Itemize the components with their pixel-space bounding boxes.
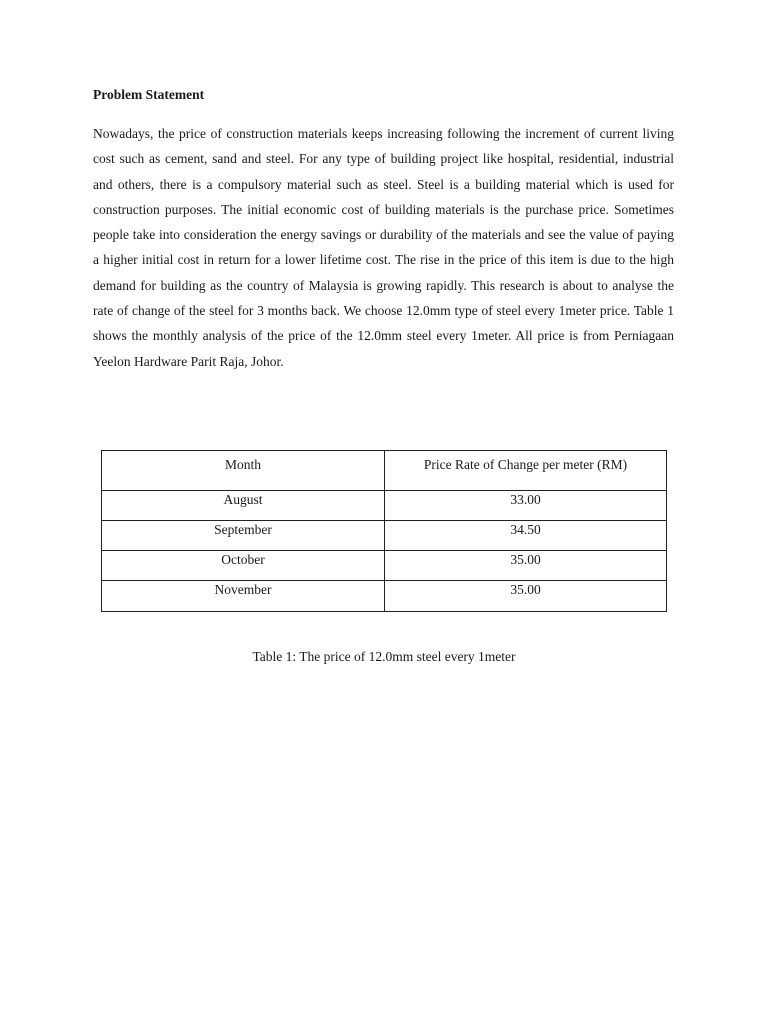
cell-price: 33.00 xyxy=(385,491,667,521)
column-header-price: Price Rate of Change per meter (RM) xyxy=(385,451,667,491)
cell-month: November xyxy=(102,581,385,612)
steel-price-table xyxy=(101,450,667,612)
cell-price: 34.50 xyxy=(385,521,667,551)
table-row xyxy=(102,581,667,612)
cell-month: September xyxy=(102,521,385,551)
section-heading: Problem Statement xyxy=(93,87,205,102)
table-header-row xyxy=(102,451,667,491)
cell-month: August xyxy=(102,491,385,521)
table-row xyxy=(102,491,667,521)
table-row xyxy=(102,521,667,551)
table-row xyxy=(102,551,667,581)
cell-price: 35.00 xyxy=(385,551,667,581)
table-caption: Table 1: The price of 12.0mm steel every 1meter xyxy=(252,649,516,664)
cell-price: 35.00 xyxy=(385,581,667,612)
problem-statement-paragraph: Nowadays, the price of construction materials keeps increasing following the increment of current living cost such as cement, sand and steel. For any type of building project like hospital, residential, industrial and others, there is a compulsory material such as steel. Steel is a building material which is used for construction purposes. The initial economic cost of building materials is the purchase price. Sometimes people take into consideration the energy savings or durability of the materials and see the value of paying a higher initial cost in return for a lower lifetime cost. The rise in the price of this item is due to the high demand for building as the country of Malaysia is growing rapidly. This research is about to analyse the rate of change of the steel for 3 months back. We choose 12.0mm type of steel every 1meter price. Table 1 shows the monthly analysis of the price of the 12.0mm steel every 1meter. All price is from Perniagaan Yeelon Hardware Parit Raja, Johor. xyxy=(93,126,674,369)
cell-month: October xyxy=(102,551,385,581)
column-header-month: Month xyxy=(102,451,385,491)
